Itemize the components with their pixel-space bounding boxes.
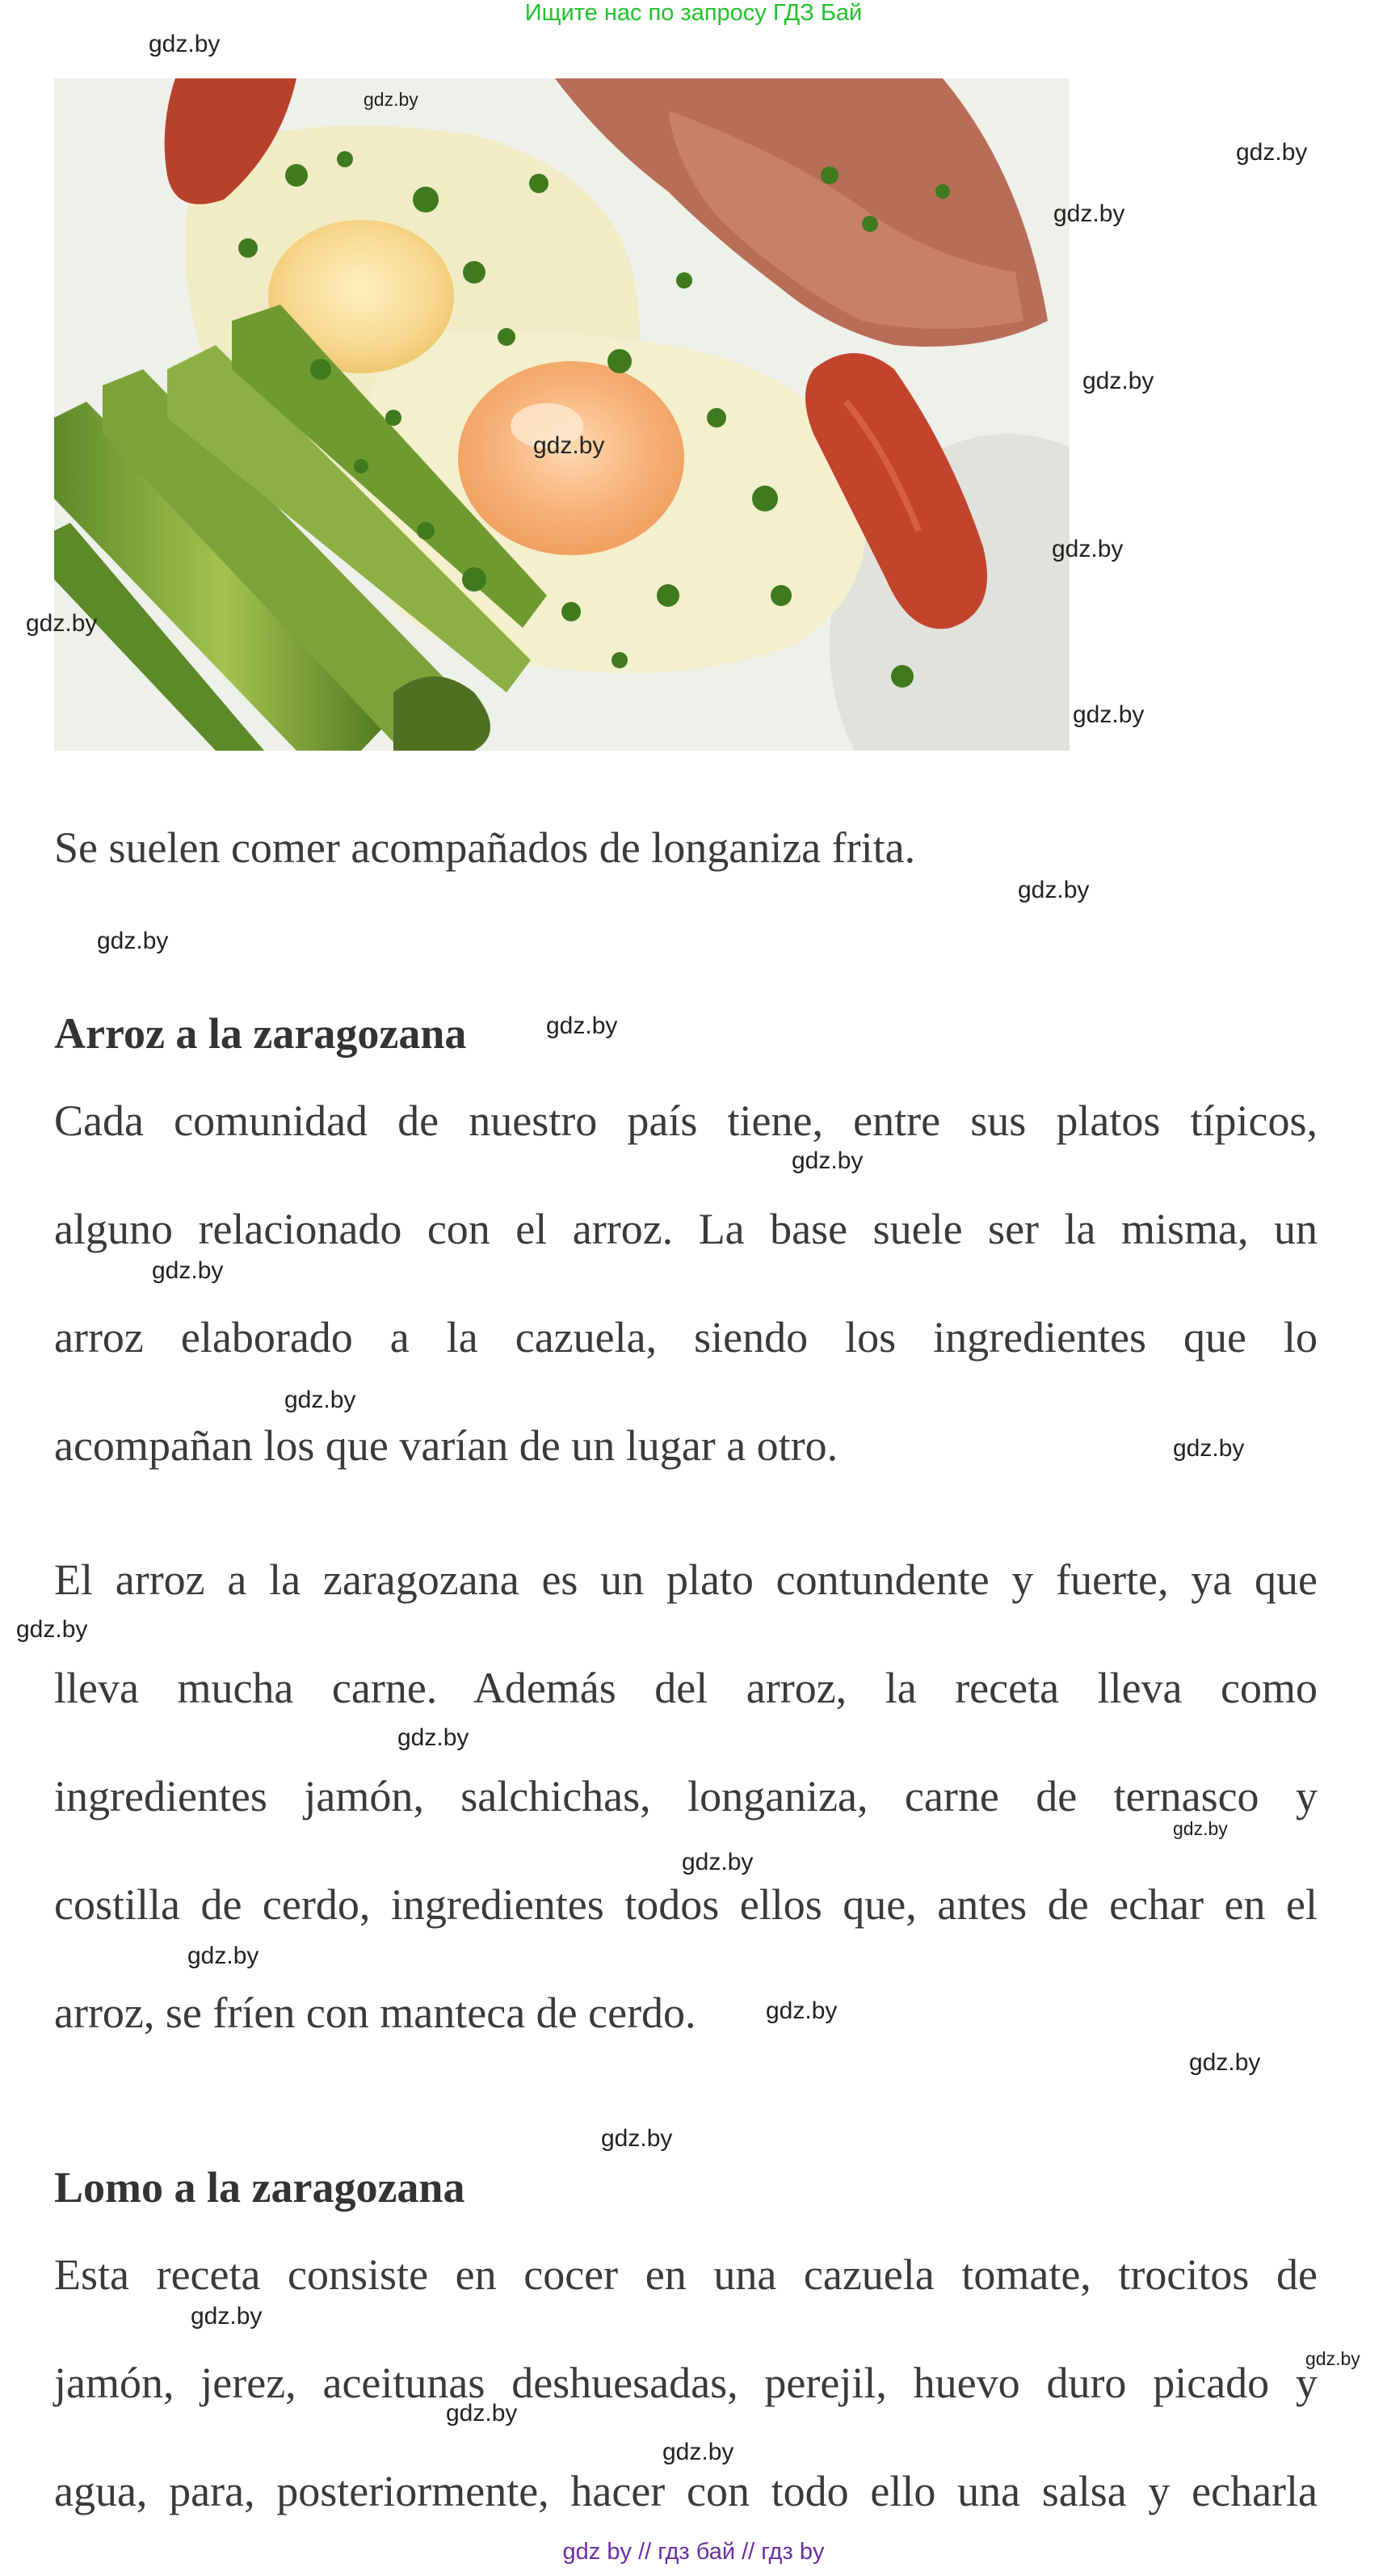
- watermark: gdz.by: [191, 2303, 263, 2330]
- text-line: costilla de cerdo, ingredientes todos ellos que, antes de echar en el: [54, 1880, 1318, 1929]
- arroz-paragraph-2: [54, 1526, 1318, 2067]
- text-line: arroz elaborado a la cazuela, siendo los ingredientes que lo: [54, 1313, 1318, 1362]
- watermark: gdz.by: [149, 31, 221, 57]
- text-line: agua, para, posteriormente, hacer con todo ello una salsa y echarla: [54, 2467, 1318, 2515]
- watermark: gdz.by: [792, 1147, 864, 1174]
- watermark: gdz.by: [546, 1012, 618, 1039]
- watermark: gdz.by: [187, 1943, 259, 1969]
- text-line: Esta receta consiste en cocer en una cazuela tomate, trocitos de: [54, 2250, 1318, 2299]
- text-line: acompañan los que varían de un lugar a otro.: [54, 1421, 839, 1470]
- watermark: gdz.by: [1305, 2348, 1360, 2369]
- footer-links[interactable]: gdz by // гдз бай // гдз by: [562, 2539, 825, 2565]
- watermark: gdz.by: [397, 1724, 469, 1751]
- watermark: gdz.by: [152, 1257, 224, 1284]
- food-photo: [54, 78, 1070, 751]
- watermark: gdz.by: [662, 2439, 734, 2465]
- text-line: lleva mucha carne. Además del arroz, la receta lleva como: [54, 1664, 1318, 1712]
- watermark: gdz.by: [1189, 2049, 1261, 2076]
- watermark: gdz.by: [601, 2125, 673, 2152]
- text-line: Cada comunidad de nuestro país tiene, entre sus platos típicos,: [54, 1096, 1318, 1145]
- watermark: gdz.by: [1173, 1435, 1245, 1462]
- watermark: gdz.by: [1082, 368, 1154, 394]
- fried-eggs-image: [54, 78, 1070, 751]
- text-line: arroz, se fríen con manteca de cerdo.: [54, 1989, 696, 2037]
- text-line: alguno relacionado con el arroz. La base suele ser la misma, un: [54, 1205, 1318, 1253]
- watermark: gdz.by: [682, 1849, 754, 1875]
- watermark: gdz.by: [766, 1997, 838, 2024]
- watermark: gdz.by: [446, 2400, 518, 2427]
- watermark: gdz.by: [284, 1387, 356, 1413]
- watermark: gdz.by: [1018, 877, 1090, 903]
- watermark: gdz.by: [1173, 1818, 1228, 1839]
- top-banner[interactable]: Ищите нас по запросу ГДЗ Бай: [524, 0, 863, 26]
- watermark: gdz.by: [26, 610, 98, 637]
- lomo-heading: Lomo a la zaragozana: [54, 2163, 465, 2212]
- text-line: jamón, jerez, aceitunas deshuesadas, perejil, huevo duro picado y: [54, 2359, 1318, 2407]
- watermark: gdz.by: [364, 89, 418, 110]
- watermark: gdz.by: [1052, 536, 1124, 562]
- text-line: El arroz a la zaragozana es un plato contundente y fuerte, ya que: [54, 1555, 1318, 1604]
- watermark: gdz.by: [97, 928, 169, 954]
- text-line: ingredientes jamón, salchichas, longaniza, carne de ternasco y: [54, 1772, 1318, 1820]
- lomo-paragraph-1: [54, 2220, 1318, 2545]
- watermark: gdz.by: [1073, 701, 1145, 728]
- watermark: gdz.by: [16, 1616, 88, 1643]
- watermark: gdz.by: [533, 432, 605, 459]
- watermark: gdz.by: [1053, 200, 1125, 227]
- arroz-heading: Arroz a la zaragozana: [54, 1009, 467, 1058]
- fried-paragraph: Se suelen comer acompañados de longaniza frita.: [54, 823, 916, 872]
- watermark: gdz.by: [1236, 139, 1308, 166]
- arroz-paragraph-1: [54, 1067, 1318, 1500]
